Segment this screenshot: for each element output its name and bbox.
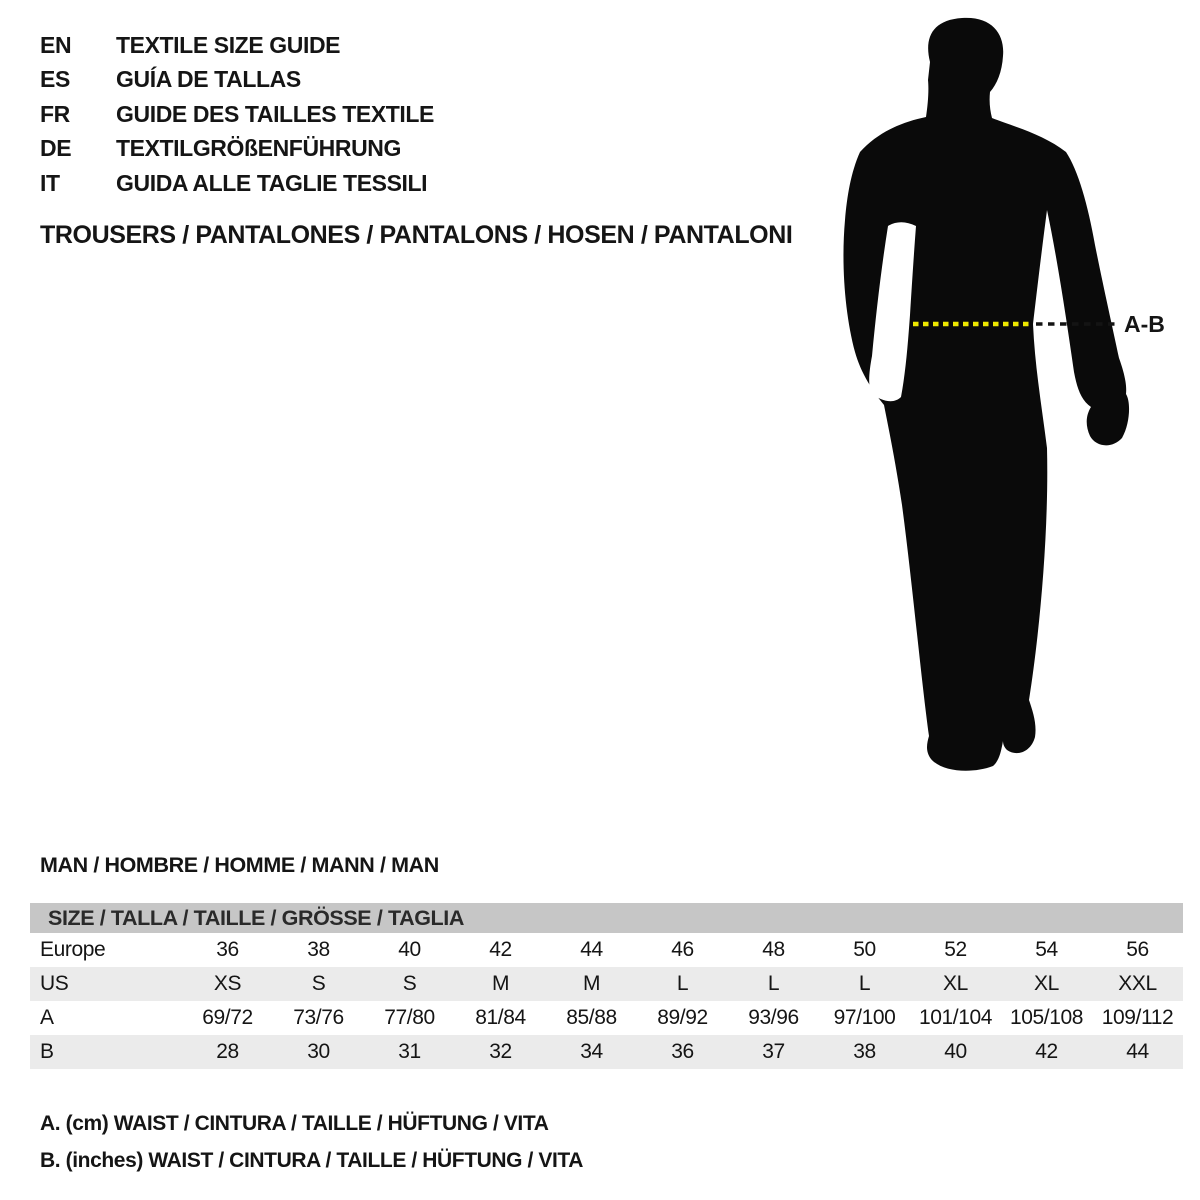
table-cell: 48 <box>762 938 785 961</box>
table-cell: 42 <box>1035 1040 1058 1063</box>
table-row-a-cm <box>30 1001 1183 1035</box>
table-cell: 105/108 <box>1009 1006 1084 1029</box>
table-cell: 81/84 <box>475 1006 526 1029</box>
table-cell: 40 <box>944 1040 967 1063</box>
table-cell: 89/92 <box>657 1006 708 1029</box>
table-cell: 73/76 <box>293 1006 344 1029</box>
table-cell: S <box>311 972 326 995</box>
table-cell: 101/104 <box>918 1006 993 1029</box>
table-cell: 85/88 <box>566 1006 617 1029</box>
table-cell: 44 <box>1126 1040 1149 1063</box>
table-cell: XXL <box>1118 972 1157 995</box>
table-cell: 36 <box>216 938 239 961</box>
table-cell: 77/80 <box>384 1006 435 1029</box>
language-code: FR <box>40 100 70 127</box>
note-waist-inches: B. (inches) WAIST / CINTURA / TAILLE / HÜFTUNG / VITA <box>40 1149 584 1172</box>
language-row-en <box>40 28 434 63</box>
note-waist-cm: A. (cm) WAIST / CINTURA / TAILLE / HÜFTUNG / VITA <box>40 1112 549 1135</box>
table-cell: 109/112 <box>1101 1006 1174 1029</box>
table-cell: 34 <box>580 1040 603 1063</box>
table-row-us <box>30 967 1183 1001</box>
table-cell: L <box>676 972 689 995</box>
table-row-europe <box>30 933 1183 967</box>
table-cell: XS <box>213 972 242 995</box>
table-cell: L <box>767 972 780 995</box>
table-cell: XL <box>1034 972 1059 995</box>
table-cell: 31 <box>398 1040 421 1063</box>
table-cell: 52 <box>944 938 967 961</box>
table-cell: 93/96 <box>748 1006 799 1029</box>
row-label: Europe <box>40 938 106 961</box>
table-cell: 46 <box>671 938 694 961</box>
table-cell: 28 <box>216 1040 239 1063</box>
language-title: TEXTILGRÖßENFÜHRUNG <box>116 135 401 162</box>
table-cell: 36 <box>671 1040 694 1063</box>
language-title: GUIDA ALLE TAGLIE TESSILI <box>116 169 428 196</box>
measure-label: A-B <box>1124 311 1165 337</box>
table-cell: 38 <box>853 1040 876 1063</box>
language-list <box>40 28 434 201</box>
table-cell: XL <box>943 972 968 995</box>
row-label: US <box>40 972 69 995</box>
language-code: DE <box>40 135 72 162</box>
language-code: EN <box>40 31 72 58</box>
table-cell: 56 <box>1126 938 1149 961</box>
language-row-de <box>40 132 434 167</box>
language-title: TEXTILE SIZE GUIDE <box>116 31 341 58</box>
table-cell: 54 <box>1035 938 1058 961</box>
row-label: B <box>40 1040 54 1063</box>
table-cell: M <box>491 972 510 995</box>
language-row-it <box>40 166 434 201</box>
language-row-fr <box>40 97 434 132</box>
table-cell: 97/100 <box>833 1006 896 1029</box>
man-silhouette-figure <box>810 8 1170 798</box>
table-cell: 30 <box>307 1040 330 1063</box>
language-title: GUIDE DES TAILLES TEXTILE <box>116 100 434 127</box>
table-cell: 38 <box>307 938 330 961</box>
section-heading: MAN / HOMBRE / HOMME / MANN / MAN <box>40 853 439 877</box>
language-code: IT <box>40 169 60 196</box>
table-cell: L <box>858 972 871 995</box>
size-table <box>30 903 1183 1069</box>
row-label: A <box>40 1006 54 1029</box>
table-cell: S <box>402 972 417 995</box>
category-title: TROUSERS / PANTALONES / PANTALONS / HOSEN / PANTALONI <box>40 221 793 249</box>
language-code: ES <box>40 66 70 93</box>
table-cell: 50 <box>853 938 876 961</box>
table-cell: 44 <box>580 938 603 961</box>
table-cell: 42 <box>489 938 512 961</box>
table-cell: 40 <box>398 938 421 961</box>
table-row-b-inches <box>30 1035 1183 1069</box>
size-table-header: SIZE / TALLA / TAILLE / GRÖSSE / TAGLIA <box>30 903 1183 933</box>
table-cell: 32 <box>489 1040 512 1063</box>
table-cell: 69/72 <box>202 1006 253 1029</box>
table-cell: M <box>582 972 601 995</box>
language-title: GUÍA DE TALLAS <box>116 66 301 93</box>
language-row-es <box>40 63 434 98</box>
table-cell: 37 <box>762 1040 785 1063</box>
